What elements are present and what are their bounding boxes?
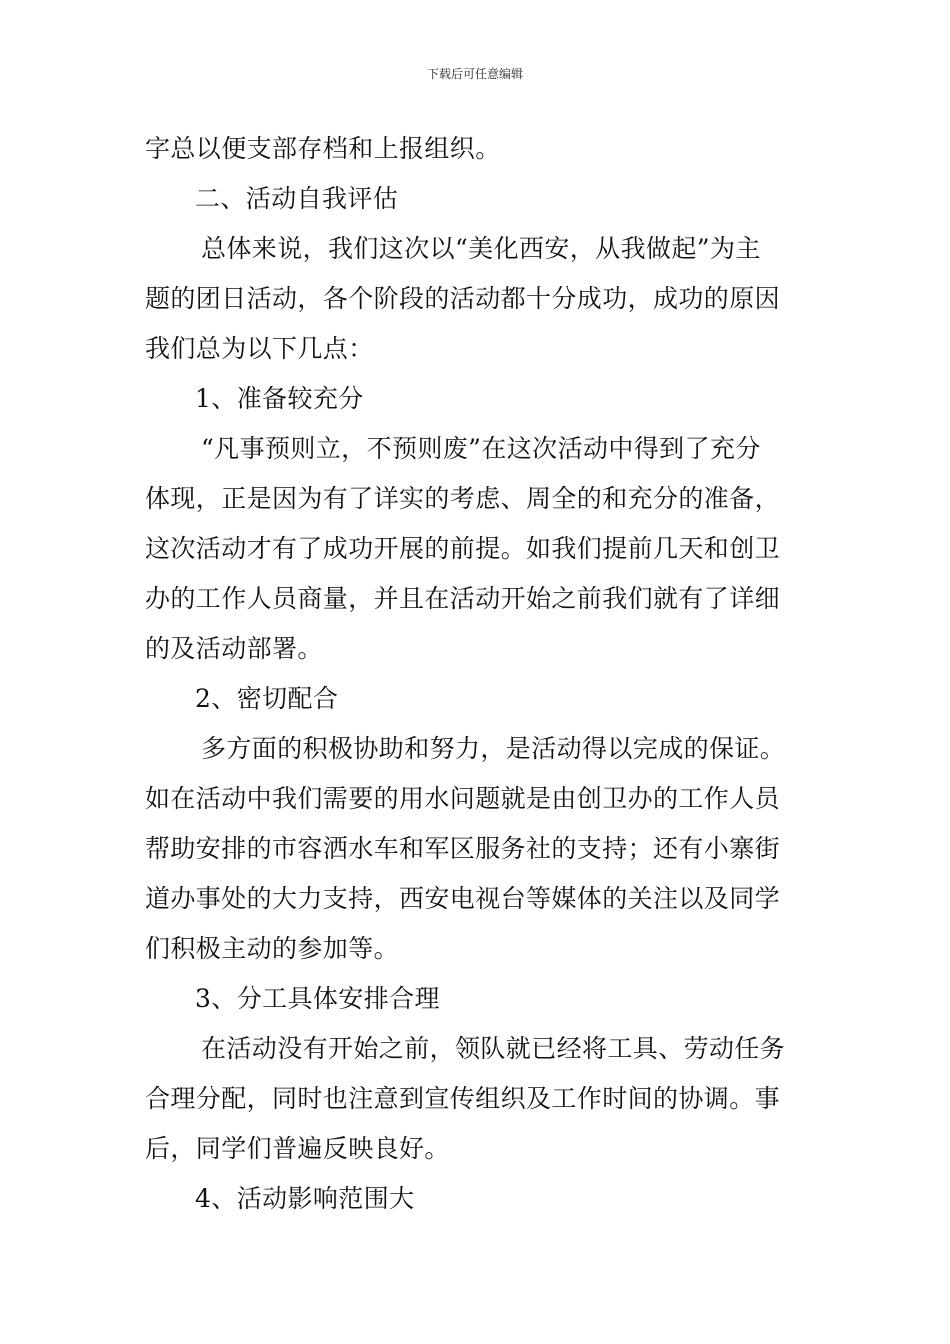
paragraph-line: 多方面的积极协助和努力，是活动得以完成的保证。 [201, 734, 786, 763]
page-header: 下载后可任意编辑 [426, 67, 523, 81]
paragraph-line: 们积极主动的参加等。 [145, 934, 400, 963]
paragraph-line: 体现，正是因为有了详实的考虑、周全的和充分的准备， [145, 484, 781, 513]
paragraph-line: 总体来说，我们这次以“美化西安，从我做起”为主 [201, 234, 761, 263]
section-heading: 二、活动自我评估 [195, 184, 399, 213]
paragraph-line: 这次活动才有了成功开展的前提。如我们提前几天和创卫 [145, 534, 781, 563]
document-body [145, 124, 810, 1224]
paragraph-line: 我们总为以下几点： [145, 334, 374, 363]
paragraph-line: 帮助安排的市容洒水车和军区服务社的支持；还有小寨街 [145, 834, 781, 863]
paragraph-line: 的及活动部署。 [145, 634, 323, 663]
paragraph-line: 在活动没有开始之前，领队就已经将工具、劳动任务 [201, 1034, 786, 1063]
paragraph-line: 后，同学们普遍反映良好。 [145, 1134, 450, 1163]
paragraph-line: 题的团日活动，各个阶段的活动都十分成功，成功的原因 [145, 284, 781, 313]
subsection-heading: 1、准备较充分 [195, 384, 364, 413]
subsection-heading: 4、活动影响范围大 [195, 1184, 415, 1213]
paragraph-line: 如在活动中我们需要的用水问题就是由创卫办的工作人员 [145, 784, 781, 813]
subsection-heading: 3、分工具体安排合理 [195, 984, 440, 1013]
paragraph-line: “凡事预则立，不预则废”在这次活动中得到了充分 [201, 434, 761, 463]
paragraph-line: 字总以便支部存档和上报组织。 [145, 134, 501, 163]
paragraph-line: 合理分配，同时也注意到宣传组织及工作时间的协调。事 [145, 1084, 781, 1113]
subsection-heading: 2、密切配合 [195, 684, 339, 713]
paragraph-line: 办的工作人员商量，并且在活动开始之前我们就有了详细 [145, 584, 781, 613]
paragraph-line: 道办事处的大力支持，西安电视台等媒体的关注以及同学 [145, 884, 781, 913]
